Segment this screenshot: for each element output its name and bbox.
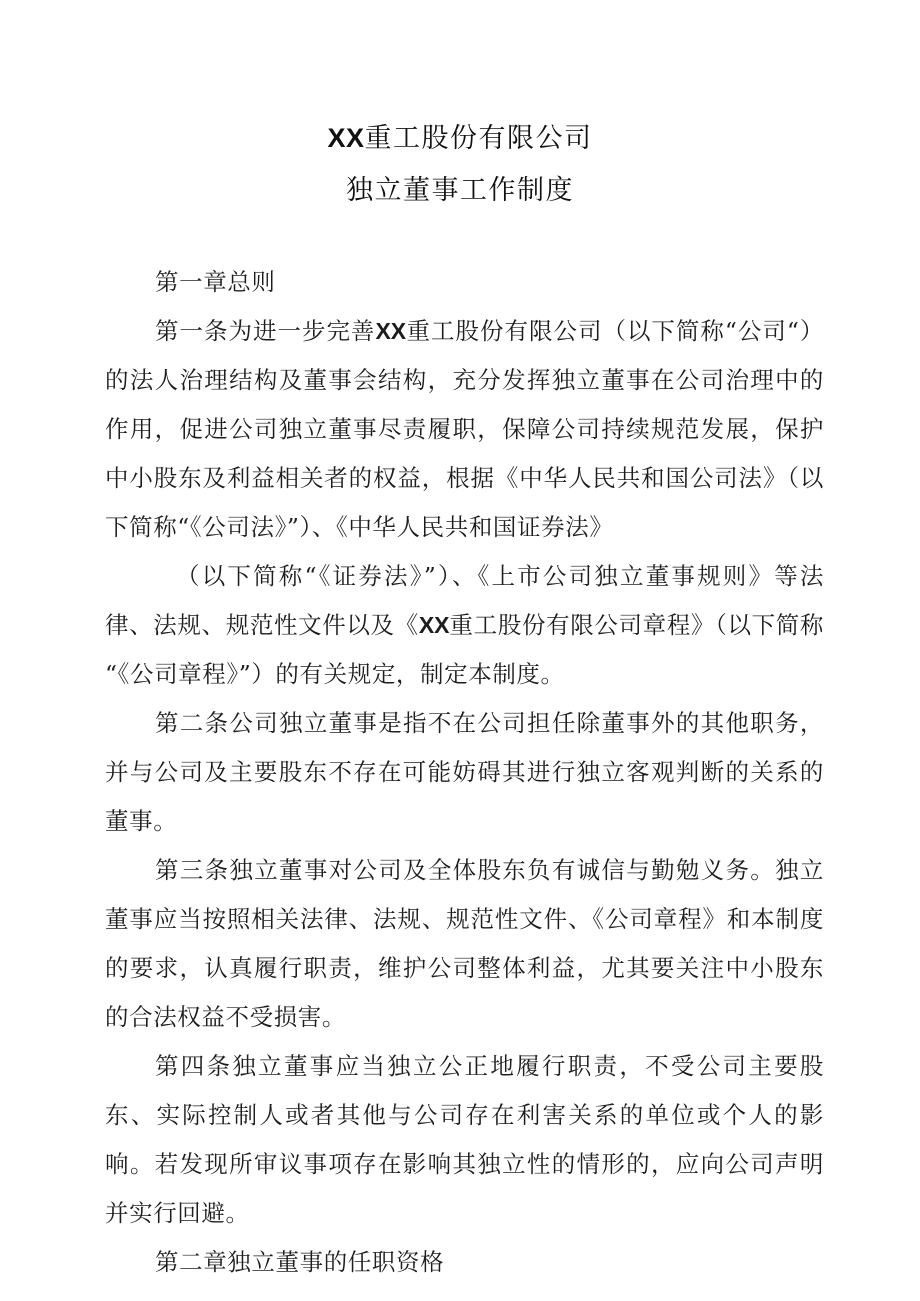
document-body xyxy=(105,258,824,1287)
paragraph-text: 第一条为进一步完善 xyxy=(155,317,376,345)
paragraph-article-3 xyxy=(105,846,824,1042)
company-mark: XX xyxy=(418,612,450,638)
paragraph-text: 第二章独立董事的任职资格 xyxy=(155,1248,445,1276)
document-title xyxy=(0,112,920,216)
paragraph-chapter-2-heading xyxy=(105,1238,824,1287)
document-title-line-1-text: 重工股份有限公司 xyxy=(364,123,593,153)
document-title-line-1 xyxy=(0,112,920,164)
paragraph-text: 第三条独立董事对公司及全体股东负有诚信与勤勉义务。独立董事应当按照相关法律、法规、规范性文件、《公司章程》和本制度的要求，认真履行职责，维护公司整体利益，尤其要关注中小股东的合法权益不受损害。 xyxy=(105,856,824,1031)
paragraph-text: 重工股份有限公司章程》（以下简称“《公司章程》”）的有关规定，制定本制度。 xyxy=(105,611,824,688)
paragraph-article-1 xyxy=(105,307,824,552)
paragraph-text: （以下简称“《证券法》”）、《上市公司独立董事规则》等法律、法规、规范性文件以及《 xyxy=(105,562,824,639)
document-title-line-2: 独立董事工作制度 xyxy=(346,175,574,205)
paragraph-text: 第四条独立董事应当独立公正地履行职责，不受公司主要股东、实际控制人或者其他与公司存在利害关系的单位或个人的影响。若发现所审议事项存在影响其独立性的情形的，应向公司声明并实行回避。 xyxy=(105,1052,824,1227)
paragraph-text: 第一章总则 xyxy=(155,268,276,296)
paragraph-text: 第二条公司独立董事是指不在公司担任除董事外的其他职务，并与公司及主要股东不存在可能妨碍其进行独立客观判断的关系的董事。 xyxy=(105,709,824,835)
paragraph-article-2 xyxy=(105,699,824,846)
company-mark: XX xyxy=(375,318,407,344)
paragraph-article-4 xyxy=(105,1042,824,1238)
paragraph-article-1-continued xyxy=(105,552,824,699)
company-mark-title: XX xyxy=(327,123,365,153)
paragraph-text: 重工股份有限公司（以下简称“公司“）的法人治理结构及董事会结构，充分发挥独立董事在公司治理中的作用，促进公司独立董事尽责履职，保障公司持续规范发展，保护中小股东及利益相关者的权益，根据《中华人民共和国公司法》（以下简称“《公司法》”）、《中华人民共和国证券法》 xyxy=(105,317,825,541)
paragraph-chapter-1-heading xyxy=(105,258,824,307)
